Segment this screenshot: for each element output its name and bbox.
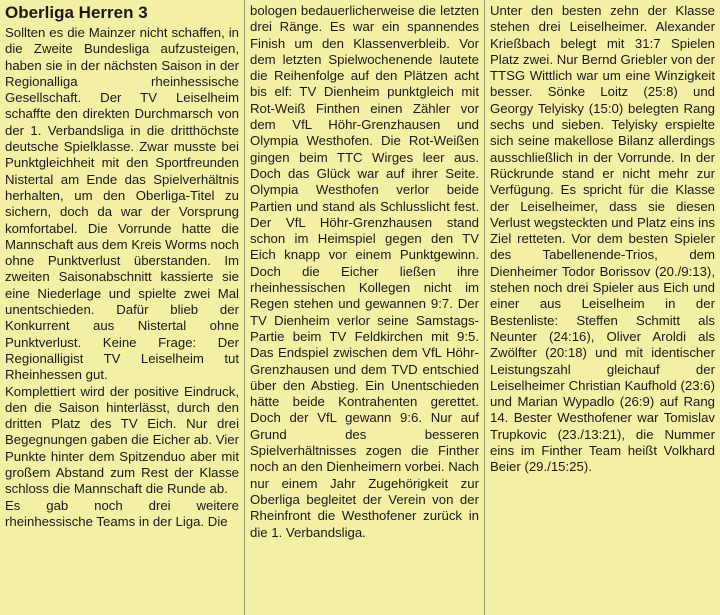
article-column-3 xyxy=(484,0,720,615)
article-column-1 xyxy=(0,0,244,615)
article-paragraph: Sollten es die Mainzer nicht schaffen, in die Zweite Bundesliga aufzusteigen, haben sie in der nächsten Saison in der Regionalliga rheinhessische Gesellschaft. Der TV Leiselheim schaffte den direkten Durchmarsch von der 1. Verbandsliga in die dritthöchste deutsche Spielklasse. Zwar musste bei Punktgleichheit mit den Sportfreunden Nistertal am Ende das Spielverhältnis herhalten, um den Oberliga-Titel zu sichern, doch da war der Vorsprung komfortabel. Die Vorrunde hatte die Mannschaft aus dem Kreis Worms noch ohne Punktverlust überstanden. Im zweiten Saisonabschnitt kassierte sie eine Niederlage und spielte zwei Mal unentschieden. Dafür blieb der Konkurrent aus Nistertal ohne Punktverlust. Keine Frage: Der Regionalligist TV Leiselheim tut Rheinhessen gut. xyxy=(5,25,239,383)
article-paragraph: Unter den besten zehn der Klasse stehen drei Leiselheimer. Alexander Krießbach belegt mit 31:7 Spielen Platz zwei. Nur Bernd Griebler von der TTSG Wittlich war um eine Winzigkeit besser. Sönke Loitz (25:8) und Georgy Telyisky (15:0) belegten Rang sechs und sieben. Telyisky erspielte sich seine makellose Bilanz allerdings ausschließlich in der Vorrunde. In der Rückrunde stand er nicht mehr zur Verfügung. Es spricht für die Klasse der Leiselheimer, dass sie diesen Verlust wegsteckten und Platz eins ins Ziel retteten. Vor dem besten Spieler des Tabellenende-Trios, dem Dienheimer Todor Borissov (20./9:13), stehen noch drei Spieler aus Eich und einer aus Leiselheim in der Bestenliste: Steffen Schmitt als Neunter (24:16), Oliver Aroldi als Zwölfter (20:18) und mit identischer Leistungszahl gleichauf der Leiselheimer Christian Kaufhold (23:6) und Marian Wypadlo (26:9) auf Rang 14. Bester Westhofener war Tomislav Trupkovic (23./13:21), die Nummer eins im Finther Team heißt Volkhard Beier (29./15:25). xyxy=(490,3,716,475)
article-paragraph: bologen bedauerlicherweise die letzten drei Ränge. Es war ein spannendes Finish um den Klassenverbleib. Vor dem letzten Spielwochenende lautete die Reihenfolge auf den Plätzen acht bis elf: TV Dienheim punktgleich mit Rot-Weiß Finthen einen Zähler vor dem VfL Höhr-Grenzhausen und Olympia Westhofen. Die Rot-Weißen gingen beim TTC Wirges leer aus. Doch das Glück war auf ihrer Seite. Olympia Westhofen verlor beide Partien und stand als Schlusslicht fest. Der VfL Höhr-Grenzhausen stand schon im Heimspiel gegen den TV Eich knapp vor einem Punktgewinn. Doch die Eicher ließen ihre rheinhessischen Kollegen nicht im Regen stehen und gewannen 9:7. Der TV Dienheim verlor seine Samstags-Partie beim TV Feldkirchen mit 9:5. Das Endspiel zwischen dem VfL Höhr-Grenzhausen und dem TVD entschied über den Abstieg. Ein Unentschieden hätte beide Kontrahenten gerettet. Doch der VfL gewann 9:6. Nur auf Grund des besseren Spielverhältnisses zogen die Finther noch an den Dienheimern vorbei. Nach nur einem Jahr Zugehörigkeit zur Oberliga begleitet der Verein von der Rheinfront die Westhofener zurück in die 1. Verbandsliga. xyxy=(250,3,479,540)
article-paragraph: Komplettiert wird der positive Eindruck, den die Saison hinterlässt, durch den dritten Platz des TV Eich. Nur drei Begegnungen gaben die Eicher ab. Vier Punkte hinter dem Spitzenduo aber mit großem Abstand zum Rest der Klasse schloss die Mannschaft die Runde ab. xyxy=(5,383,239,497)
article-paragraph: Es gab noch drei weitere rheinhessische Teams in der Liga. Die xyxy=(5,497,239,529)
article-column-2 xyxy=(244,0,484,615)
article-headline: Oberliga Herren 3 xyxy=(5,3,148,22)
